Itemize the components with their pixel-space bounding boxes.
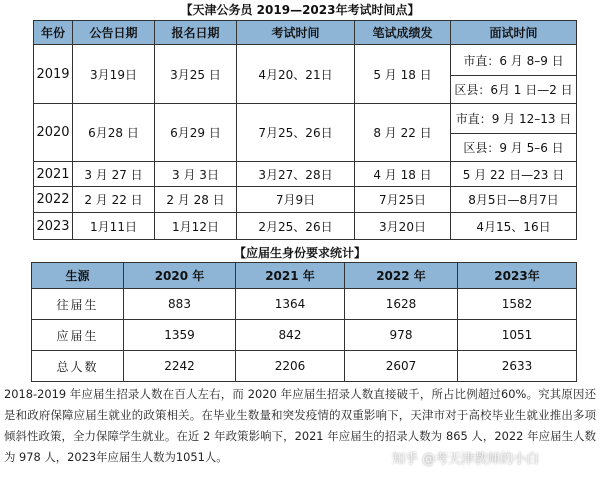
table-row (34, 162, 577, 187)
exam-cell: 7月9日 (237, 187, 355, 213)
graduate-stats-table (31, 262, 577, 382)
year-cell: 2021 (34, 162, 73, 187)
register-cell: 6月29 日 (155, 104, 237, 162)
value-cell: 2633 (458, 351, 577, 382)
table-row (32, 320, 577, 351)
value-cell: 1582 (458, 289, 577, 320)
header-year: 年份 (34, 21, 73, 45)
header-2022: 2022 年 (345, 263, 458, 289)
header-2023: 2023年 (458, 263, 577, 289)
exam-table-header-row (34, 21, 577, 45)
interview-cell: 市直：6 月 8–9 日 (451, 45, 577, 76)
exam-cell: 2月25、26日 (237, 213, 355, 240)
announce-cell: 1月11日 (73, 213, 155, 240)
header-register-date: 报名日期 (155, 21, 237, 45)
value-cell: 2206 (236, 351, 345, 382)
row-label: 应届生 (32, 320, 124, 351)
header-announce-date: 公告日期 (73, 21, 155, 45)
register-cell: 2 月 28 日 (155, 187, 237, 213)
header-interview-time: 面试时间 (451, 21, 577, 45)
value-cell: 1364 (236, 289, 345, 320)
row-label: 总人数 (32, 351, 124, 382)
announce-cell: 3月19日 (73, 45, 155, 104)
exam-cell: 4月20、21日 (237, 45, 355, 104)
value-cell: 1051 (458, 320, 577, 351)
year-cell: 2020 (34, 104, 73, 162)
exam-table-caption: 【天津公务员 2019—2023年考试时间点】 (180, 3, 420, 17)
year-cell: 2022 (34, 187, 73, 213)
value-cell: 1359 (124, 320, 236, 351)
grad-table-header-row (32, 263, 577, 289)
interview-cell: 市直：9 月 12–13 日 (451, 104, 577, 134)
announce-cell: 3 月 27 日 (73, 162, 155, 187)
year-cell: 2019 (34, 45, 73, 104)
interview-cell: 5 月 22 日—23 日 (451, 162, 577, 187)
interview-cell: 区县：6月 1 日—2 日 (451, 76, 577, 104)
header-2021: 2021 年 (236, 263, 345, 289)
value-cell: 2607 (345, 351, 458, 382)
table-row (34, 45, 577, 76)
header-source: 生源 (32, 263, 124, 289)
header-2020: 2020 年 (124, 263, 236, 289)
header-exam-time: 考试时间 (237, 21, 355, 45)
header-score-release: 笔试成绩发 (355, 21, 451, 45)
register-cell: 1月12日 (155, 213, 237, 240)
zhihu-watermark: 知乎 @考天津教师的小白 (392, 452, 540, 467)
announce-cell: 6月28 日 (73, 104, 155, 162)
grad-table-caption: 【应届生身份要求统计】 (233, 246, 366, 260)
score-cell: 8 月 22 日 (355, 104, 451, 162)
table-row (34, 213, 577, 240)
register-cell: 3 月 3日 (155, 162, 237, 187)
table-row (34, 187, 577, 213)
interview-cell: 区县：9 月 5–6 日 (451, 134, 577, 162)
exam-schedule-table (33, 20, 577, 240)
value-cell: 2242 (124, 351, 236, 382)
score-cell: 7月25日 (355, 187, 451, 213)
announce-cell: 2 月 22 日 (73, 187, 155, 213)
row-label: 往届生 (32, 289, 124, 320)
register-cell: 3月25 日 (155, 45, 237, 104)
table-row (34, 104, 577, 134)
value-cell: 978 (345, 320, 458, 351)
table-row (32, 351, 577, 382)
analysis-paragraph: 2018-2019 年应届生招录人数在百人左右，而 2020 年应届生招录人数直接破千，所占比例超过60%。究其原因还是和政府保障应届生就业的政策相关。在毕业生数量和突发疫情的双重影响下，天津市对于高校毕业生就业推出多项倾斜性政策，全力保障学生就业。在近 2 年政策影响下，2021 年应届生的招录人数为 865 人，2022 年应届生人数为 978 人，2023年应届生人数为1051人。 (4, 387, 596, 464)
interview-cell: 8月5日—8月7日 (451, 187, 577, 213)
value-cell: 1628 (345, 289, 458, 320)
score-cell: 5 月 18 日 (355, 45, 451, 104)
table-row (32, 289, 577, 320)
value-cell: 842 (236, 320, 345, 351)
value-cell: 883 (124, 289, 236, 320)
exam-cell: 7月25、26日 (237, 104, 355, 162)
year-cell: 2023 (34, 213, 73, 240)
score-cell: 3月20日 (355, 213, 451, 240)
interview-cell: 4月15、16日 (451, 213, 577, 240)
exam-cell: 3月27、28日 (237, 162, 355, 187)
score-cell: 4 月 18 日 (355, 162, 451, 187)
